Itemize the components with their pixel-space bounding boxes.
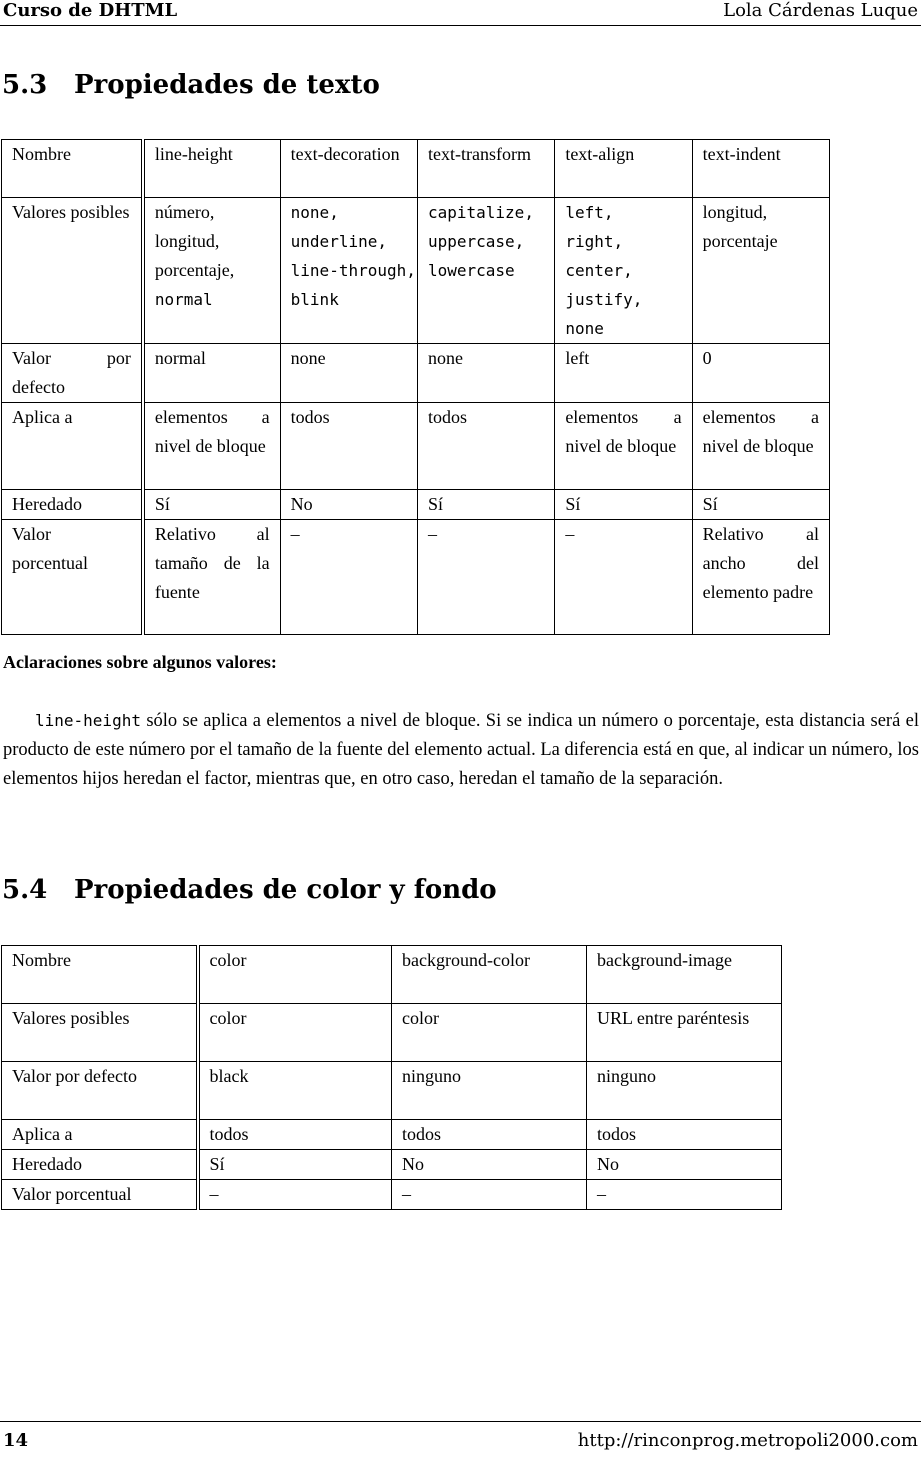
table-row: [2, 1004, 782, 1062]
page-number: 14: [3, 1430, 29, 1451]
value-item: none,: [290, 203, 339, 222]
table-cell: elementos a nivel de bloque: [143, 403, 280, 490]
table-cell: todos: [198, 1120, 392, 1150]
cell-defecto-label: Valor por defecto: [2, 344, 143, 403]
table-row-heredado: [2, 490, 830, 520]
value-item: lowercase: [427, 261, 515, 280]
row-label: Nombre: [2, 946, 198, 1004]
inline-code: line-height: [35, 711, 141, 730]
value-item: justify,: [565, 290, 643, 309]
cell-valores-text-indent: longitud, porcentaje: [692, 198, 829, 344]
value-item: right,: [565, 232, 624, 251]
value-item: capitalize,: [427, 203, 534, 222]
table-cell: No: [280, 490, 417, 520]
cell-valores-line-height: [143, 198, 280, 344]
valores-line-height-text: número, longitud, porcentaje,: [154, 202, 235, 280]
table-cell: No: [587, 1150, 782, 1180]
cell-heredado-label: Heredado: [2, 490, 143, 520]
table-cell: Sí: [143, 490, 280, 520]
value-item: underline,: [290, 232, 387, 251]
cell-porcentual-label: Valor porcentual: [2, 520, 143, 635]
cell-text-decoration: text-decoration: [280, 140, 417, 198]
aclaraciones-paragraph: [3, 706, 919, 794]
table-row: [2, 946, 782, 1004]
table-cell: background-color: [392, 946, 587, 1004]
table-cell: ninguno: [392, 1062, 587, 1120]
cell-text-align: text-align: [555, 140, 692, 198]
value-item: center,: [565, 261, 633, 280]
cell-nombre: Nombre: [2, 140, 143, 198]
table-cell: Sí: [555, 490, 692, 520]
table-cell: –: [280, 520, 417, 635]
cell-valores-label: Valores posibles: [2, 198, 143, 344]
cell-valores-text-align: [555, 198, 692, 344]
table-row: [2, 1120, 782, 1150]
table-cell: –: [198, 1180, 392, 1210]
table-cell: todos: [280, 403, 417, 490]
table-cell: Sí: [198, 1150, 392, 1180]
value-item: line-through,: [290, 261, 416, 280]
table-row-porcentual: [2, 520, 830, 635]
aclaraciones-heading: Aclaraciones sobre algunos valores:: [3, 652, 277, 672]
table-row: [2, 1180, 782, 1210]
section-title: Propiedades de texto: [74, 70, 380, 100]
table-cell: left: [555, 344, 692, 403]
paragraph-text: sólo se aplica a elementos a nivel de bloque. Si se indica un número o porcentaje, esta distancia será el producto de este número por el tamaño de la fuente del elemento actual. La diferencia está en que, al indicar un número, los elementos hijos heredan el factor, mientras que, en otro caso, heredan el tamaño de la separación.: [3, 711, 919, 789]
table-cell: color: [392, 1004, 587, 1062]
table-cell: URL entre paréntesis: [587, 1004, 782, 1062]
table-cell: none: [417, 344, 554, 403]
cell-valores-text-decoration: [280, 198, 417, 344]
table-cell: –: [392, 1180, 587, 1210]
value-item: none: [565, 319, 604, 338]
table-cell: none: [280, 344, 417, 403]
value-item: uppercase,: [427, 232, 525, 251]
section-heading-color-properties: [2, 875, 497, 905]
header-author: Lola Cárdenas Luque: [723, 0, 918, 21]
footer-url: http://rinconprog.metropoli2000.com: [577, 1430, 918, 1451]
section-number: 5.4: [2, 875, 48, 905]
cell-aplica-label: Aplica a: [2, 403, 143, 490]
section-heading-text-properties: [2, 70, 380, 100]
table-cell: Sí: [417, 490, 554, 520]
table-cell: No: [392, 1150, 587, 1180]
footer-rule: [0, 1421, 921, 1422]
row-label: Heredado: [2, 1150, 198, 1180]
table-row-aplica: [2, 403, 830, 490]
table-cell: todos: [587, 1120, 782, 1150]
cell-text-transform: text-transform: [417, 140, 554, 198]
table-row: [2, 1150, 782, 1180]
table-cell: ninguno: [587, 1062, 782, 1120]
cell-valores-text-transform: [417, 198, 554, 344]
table-cell: Sí: [692, 490, 829, 520]
table-cell: todos: [417, 403, 554, 490]
table-cell: 0: [692, 344, 829, 403]
header-rule: [0, 25, 921, 26]
table-cell: –: [587, 1180, 782, 1210]
section-number: 5.3: [2, 70, 48, 100]
value-item: left,: [565, 203, 614, 222]
table-cell: Relativo al ancho del elemento padre: [692, 520, 829, 635]
value-item: blink: [290, 290, 339, 309]
cell-line-height: line-height: [143, 140, 280, 198]
row-label: Valor porcentual: [2, 1180, 198, 1210]
table-cell: background-image: [587, 946, 782, 1004]
table-cell: –: [555, 520, 692, 635]
cell-text-indent: text-indent: [692, 140, 829, 198]
table-cell: elementos a nivel de bloque: [692, 403, 829, 490]
table-cell: elementos a nivel de bloque: [555, 403, 692, 490]
table-cell: Relativo al tamaño de la fuente: [143, 520, 280, 635]
table-cell: todos: [392, 1120, 587, 1150]
row-label: Valor por defecto: [2, 1062, 198, 1120]
table-cell: color: [198, 1004, 392, 1062]
color-properties-table: [1, 945, 782, 1210]
table-row: [2, 1062, 782, 1120]
table-row-header: [2, 140, 830, 198]
header-title: Curso de DHTML: [3, 0, 178, 21]
table-cell: normal: [143, 344, 280, 403]
row-label: Valores posibles: [2, 1004, 198, 1062]
row-label: Aplica a: [2, 1120, 198, 1150]
table-row-valores: [2, 198, 830, 344]
table-cell: color: [198, 946, 392, 1004]
text-properties-table: [1, 139, 830, 635]
valores-line-height-code: normal: [154, 290, 213, 309]
section-title: Propiedades de color y fondo: [74, 875, 497, 905]
table-row-defecto: [2, 344, 830, 403]
table-cell: –: [417, 520, 554, 635]
table-cell: black: [198, 1062, 392, 1120]
